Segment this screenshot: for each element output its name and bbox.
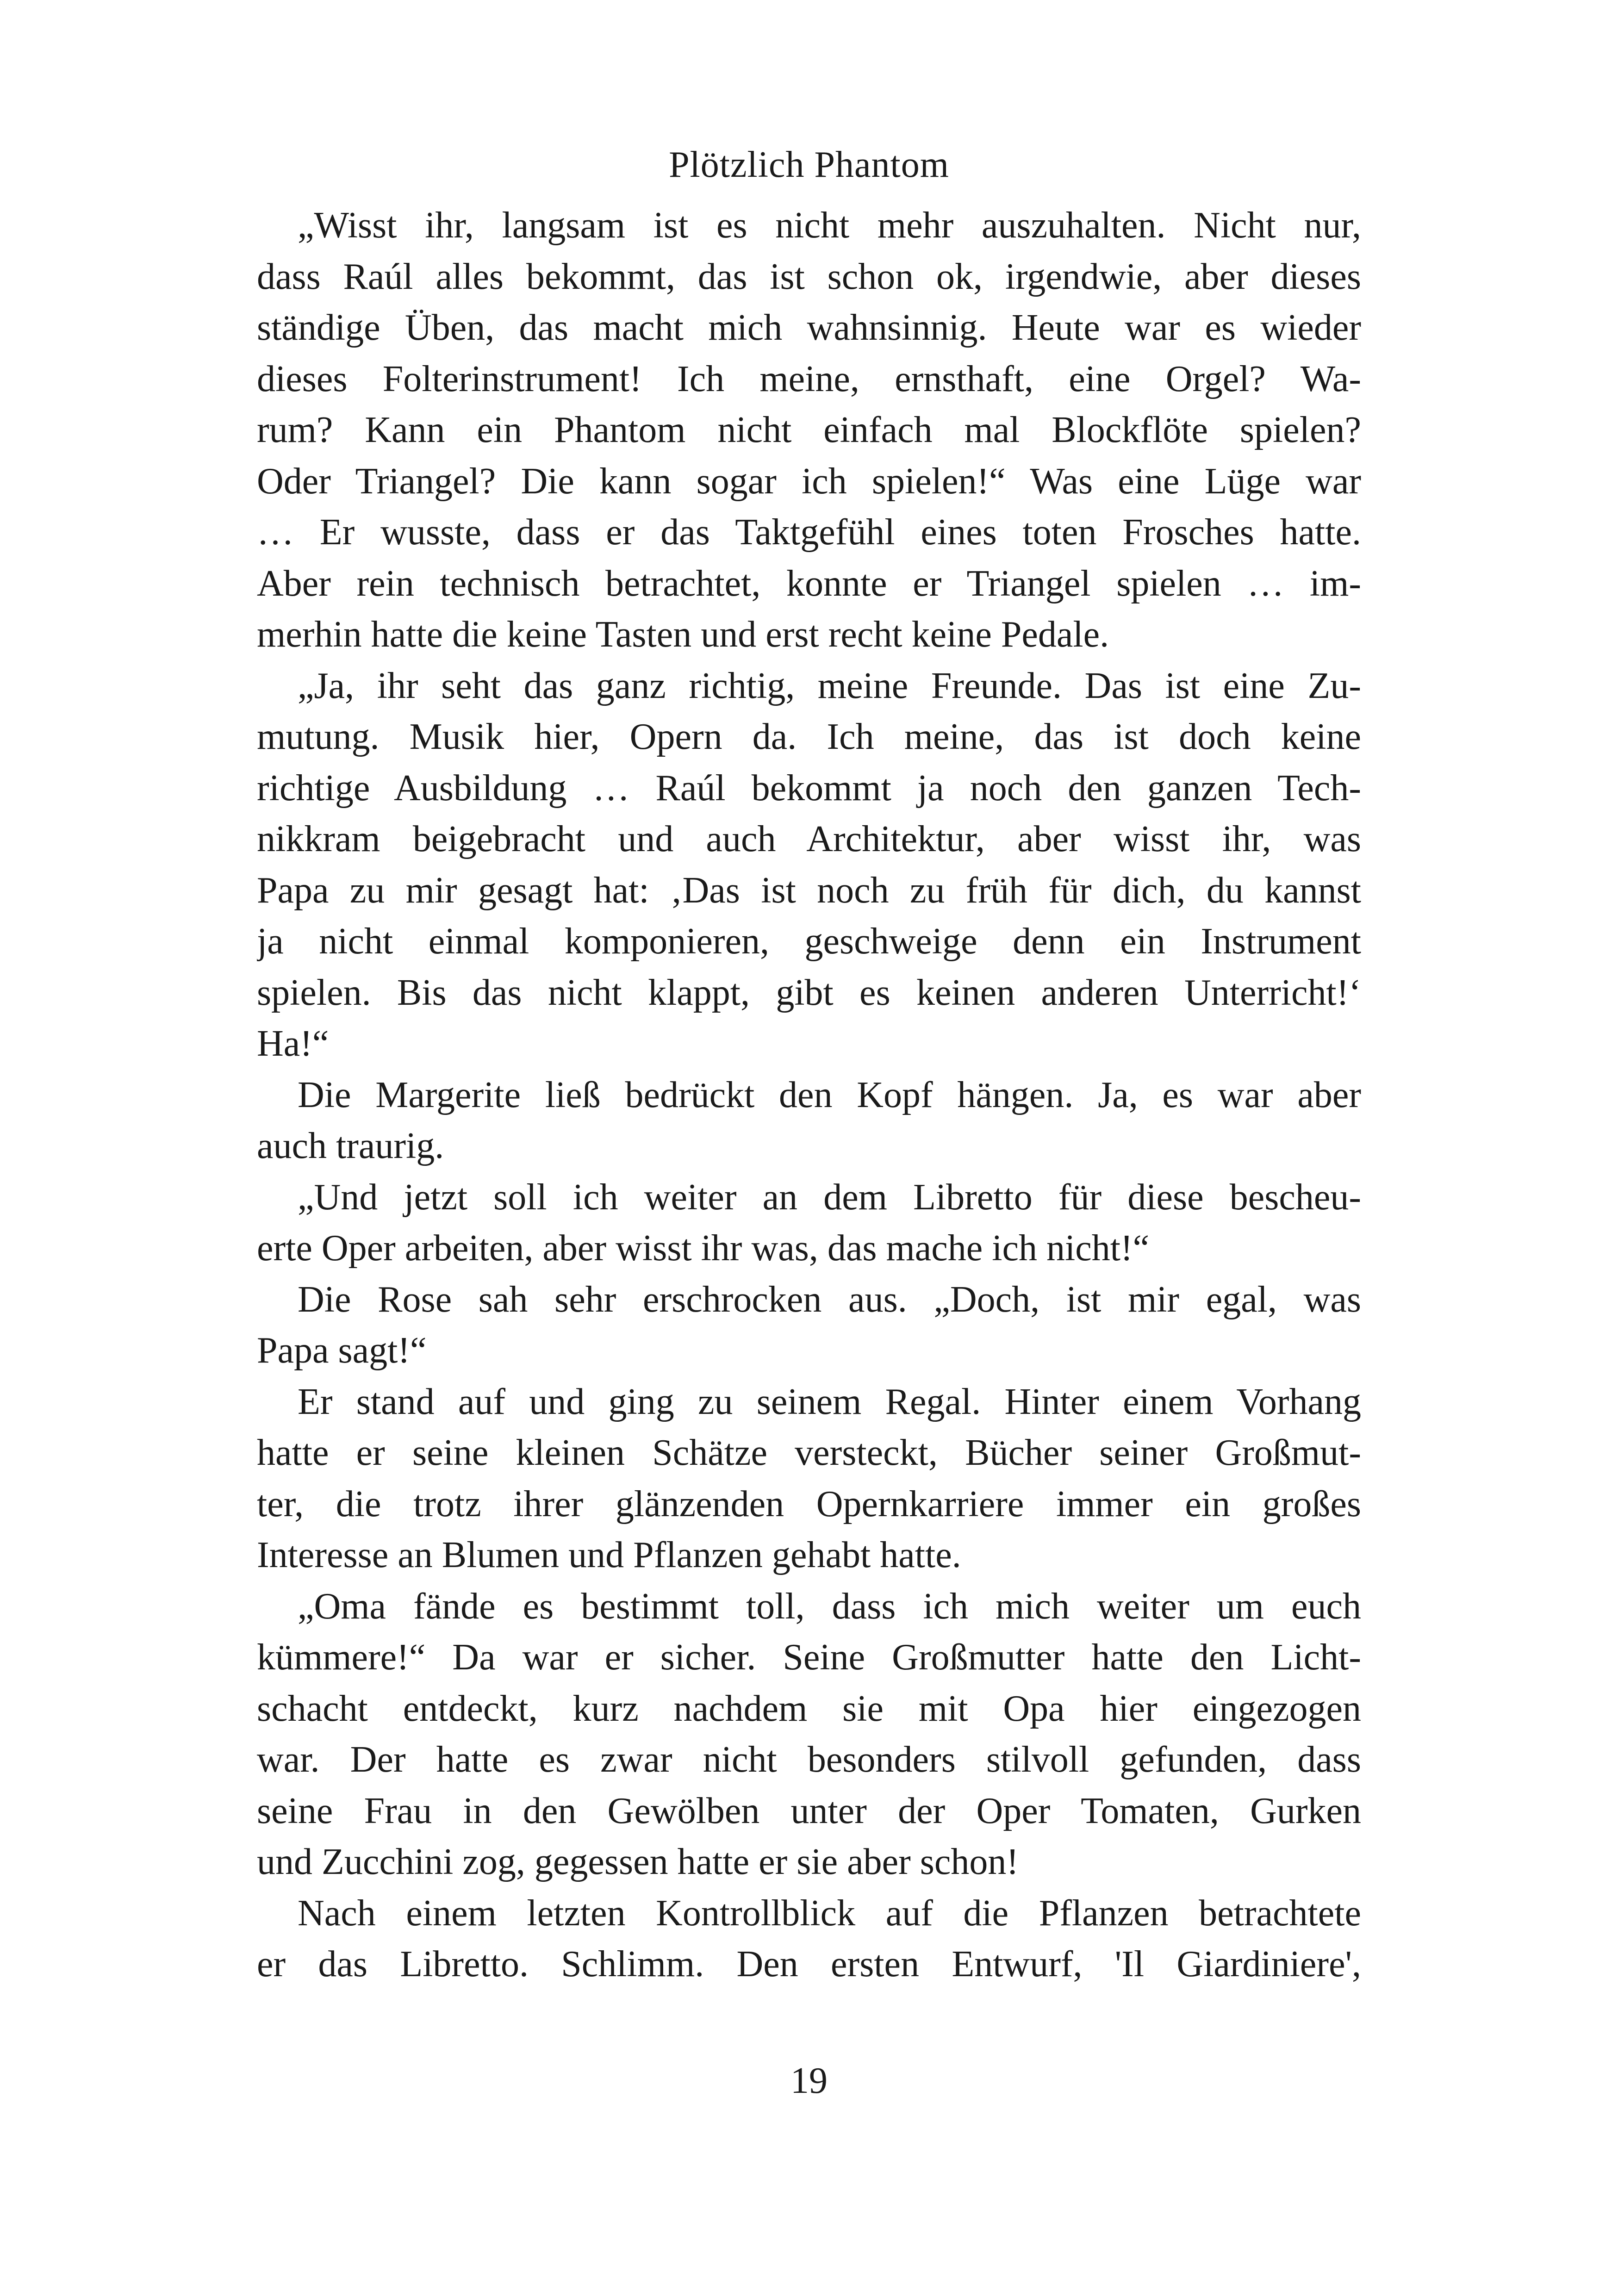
- text-line: und Zucchini zog, gegessen hatte er sie aber schon!: [257, 1842, 1019, 1882]
- text-line: mutung. Musik hier, Opern da. Ich meine, das ist doch keine: [257, 716, 1361, 757]
- text-line: erte Oper arbeiten, aber wisst ihr was, das mache ich nicht!“: [257, 1228, 1150, 1269]
- text-line: Aber rein technisch betrachtet, konnte er Triangel spielen … im-: [257, 563, 1361, 604]
- text-line: Nach einem letzten Kontrollblick auf die Pflanzen betrachtete: [298, 1892, 1361, 1934]
- body-text: [257, 200, 1361, 1990]
- page-number: 19: [790, 2060, 828, 2101]
- text-line: spielen. Bis das nicht klappt, gibt es keinen anderen Unterricht!‘: [257, 972, 1361, 1013]
- text-line: seine Frau in den Gewölben unter der Oper Tomaten, Gurken: [257, 1790, 1361, 1831]
- text-line: Die Margerite ließ bedrückt den Kopf hängen. Ja, es war aber: [298, 1074, 1361, 1115]
- running-head: Plötzlich Phantom: [669, 144, 949, 185]
- text-line: schacht entdeckt, kurz nachdem sie mit Opa hier eingezogen: [257, 1688, 1361, 1729]
- text-line: kümmere!“ Da war er sicher. Seine Großmutter hatte den Licht-: [257, 1637, 1361, 1678]
- text-line: ter, die trotz ihrer glänzenden Opernkarriere immer ein großes: [257, 1483, 1361, 1524]
- text-line: Interesse an Blumen und Pflanzen gehabt hatte.: [257, 1535, 961, 1575]
- text-line: „Oma fände es bestimmt toll, dass ich mich weiter um euch: [298, 1586, 1361, 1627]
- text-line: Papa sagt!“: [257, 1330, 427, 1371]
- text-line: Ha!“: [257, 1023, 329, 1064]
- text-line: war. Der hatte es zwar nicht besonders stilvoll gefunden, dass: [257, 1739, 1361, 1780]
- text-line: hatte er seine kleinen Schätze versteckt, Bücher seiner Großmut-: [257, 1432, 1361, 1473]
- text-line: „Ja, ihr seht das ganz richtig, meine Freunde. Das ist eine Zu-: [298, 665, 1361, 706]
- text-line: dass Raúl alles bekommt, das ist schon ok, irgendwie, aber dieses: [257, 256, 1361, 297]
- text-line: Die Rose sah sehr erschrocken aus. „Doch, ist mir egal, was: [298, 1279, 1361, 1320]
- text-line: Papa zu mir gesagt hat: ‚Das ist noch zu früh für dich, du kannst: [257, 870, 1361, 911]
- text-line: … Er wusste, dass er das Taktgefühl eines toten Frosches hatte.: [257, 512, 1361, 553]
- text-line: merhin hatte die keine Tasten und erst recht keine Pedale.: [257, 614, 1109, 655]
- text-line: er das Libretto. Schlimm. Den ersten Entwurf, 'Il Giardiniere',: [257, 1944, 1361, 1985]
- text-line: rum? Kann ein Phantom nicht einfach mal Blockflöte spielen?: [257, 410, 1361, 450]
- text-line: ja nicht einmal komponieren, geschweige denn ein Instrument: [257, 921, 1361, 962]
- text-line: auch traurig.: [257, 1126, 444, 1166]
- text-line: dieses Folterinstrument! Ich meine, ernsthaft, eine Orgel? Wa-: [257, 358, 1361, 399]
- text-line: Oder Triangel? Die kann sogar ich spielen!“ Was eine Lüge war: [257, 460, 1361, 502]
- text-line: richtige Ausbildung … Raúl bekommt ja noch den ganzen Tech-: [257, 767, 1361, 809]
- text-line: ständige Üben, das macht mich wahnsinnig. Heute war es wieder: [257, 307, 1361, 348]
- text-line: „Und jetzt soll ich weiter an dem Libretto für diese bescheu-: [298, 1176, 1361, 1218]
- text-line: nikkram beigebracht und auch Architektur, aber wisst ihr, was: [257, 819, 1361, 859]
- text-line: „Wisst ihr, langsam ist es nicht mehr auszuhalten. Nicht nur,: [298, 205, 1361, 246]
- text-line: Er stand auf und ging zu seinem Regal. Hinter einem Vorhang: [298, 1381, 1361, 1422]
